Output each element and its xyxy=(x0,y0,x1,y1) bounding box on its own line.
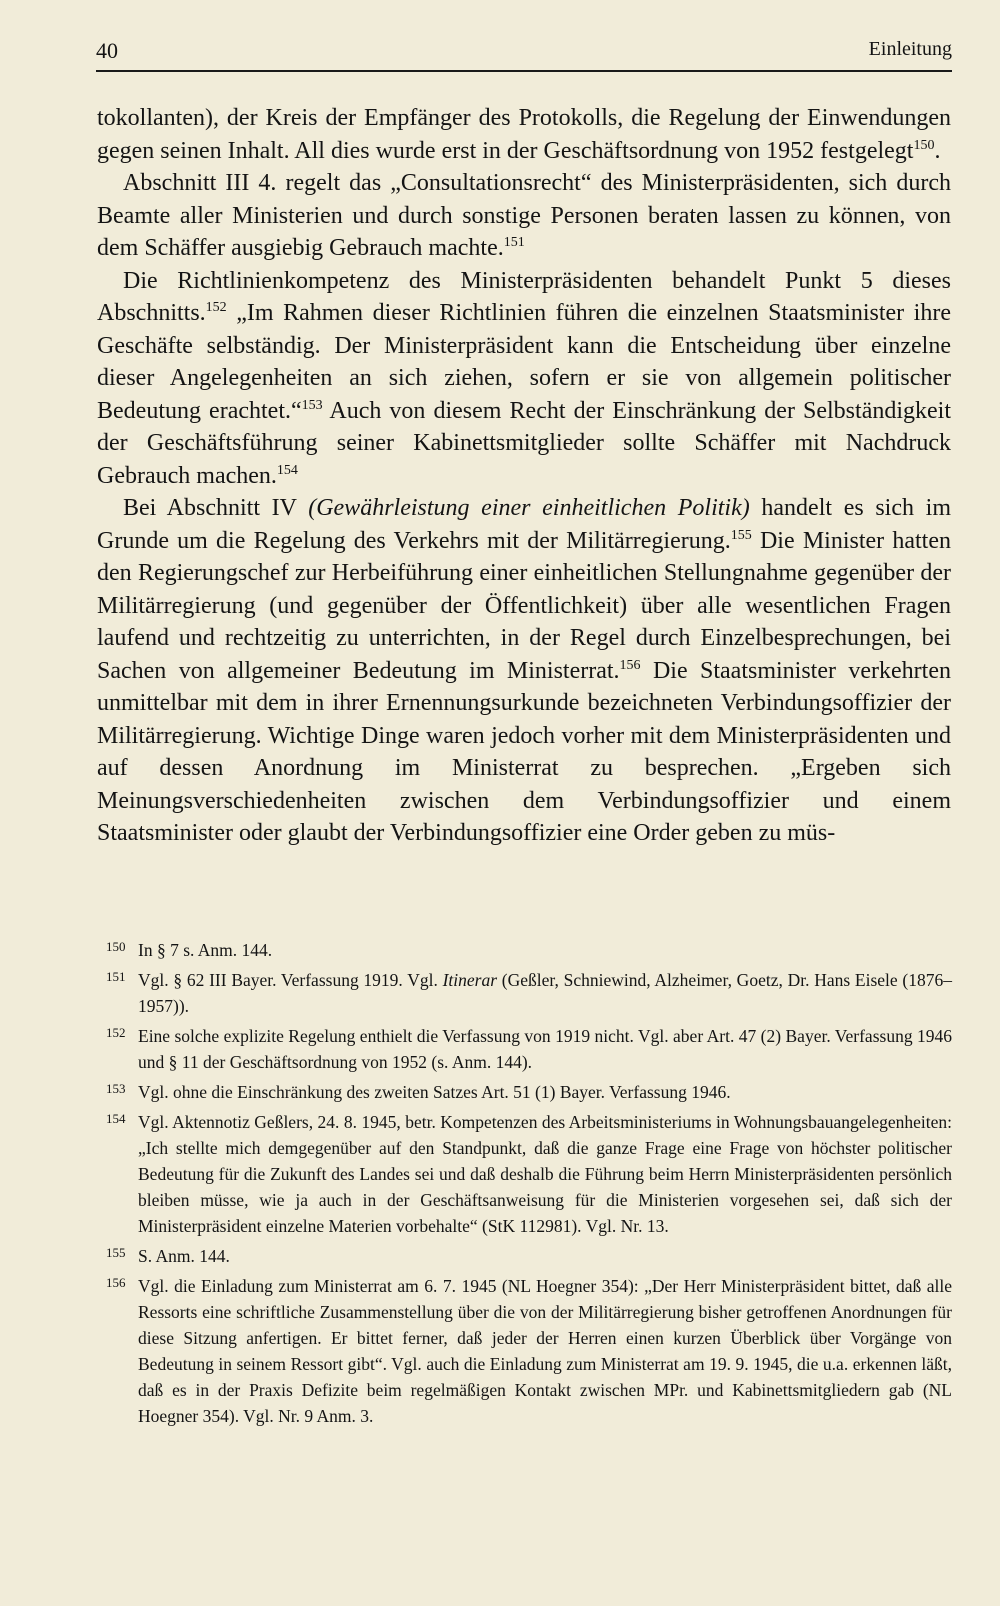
footnote-text: (Geßler, Schniewind, Alzheimer, Goetz, Dr. Hans Eisele (1876–1957)). xyxy=(138,970,952,1016)
paragraph-1 xyxy=(97,102,951,167)
footnote xyxy=(106,1023,952,1075)
footnote-ref: 151 xyxy=(503,235,525,250)
footnote xyxy=(106,1273,952,1429)
page-header xyxy=(96,36,952,72)
footnotes xyxy=(106,937,952,1433)
paragraph-text: tokollanten), der Kreis der Empfänger des Protokolls, die Regelung der Einwendungen gegen seinen Inhalt. All dies wurde erst in der Geschäftsordnung von 1952 festgelegt xyxy=(97,105,951,164)
paragraph-text: „Im Rahmen dieser Richtlinien führen die einzelnen Staatsminister ihre Geschäfte selbständig. Der Ministerpräsident kann die Entscheidung über einzelne dieser Angelegenheiten an sich ziehen, sofern er sie von allgemein politischer Bedeutung erachtet.“ xyxy=(97,300,951,424)
paragraph-text: handelt es sich im Grunde um die Regelung des Verkehrs mit der Militärregierung. xyxy=(97,495,951,554)
footnote-number: 153 xyxy=(106,1081,126,1096)
footnote xyxy=(106,1109,952,1239)
footnote xyxy=(106,1243,952,1269)
paragraph-text: Die Richtlinienkompetenz des Ministerpräsidenten behandelt Punkt 5 dieses Abschnitts. xyxy=(97,267,951,326)
footnote-ref: 152 xyxy=(205,300,227,315)
paragraph-text: Bei Abschnitt IV xyxy=(123,495,309,521)
footnote-number: 155 xyxy=(106,1245,126,1260)
footnote-ref: 154 xyxy=(276,462,298,478)
footnote-ref: 153 xyxy=(301,397,323,413)
paragraph-text: Die Minister hatten den Regierungschef zur Herbeiführung einer einheitlichen Stellungnahme gegenüber der Militärregierung (und gegenüber der Öffentlichkeit) über alle wesentlichen Fragen laufend und rechtzeitig zu unterrichten, in der Regel durch Einzelbesprechungen, bei Sachen von allgemeiner Bedeutung im Ministerrat. xyxy=(97,527,951,684)
main-text xyxy=(97,102,951,850)
paragraph-2 xyxy=(97,167,951,265)
footnote-text: Vgl. § 62 III Bayer. Verfassung 1919. Vgl. xyxy=(138,970,443,990)
paragraph-text: . xyxy=(934,137,941,164)
paragraph-text: Auch von diesem Recht der Einschränkung der Selbständigkeit der Geschäftsführung seiner Kabinettsmitglieder sollte Schäffer mit Nachdruck Gebrauch machen. xyxy=(97,397,951,489)
paragraph-text: Abschnitt III 4. regelt das „Consultationsrecht“ des Ministerpräsidenten, sich durch Beamte aller Ministerien und durch sonstige Personen beraten lassen zu können, von dem Schäffer ausgiebig Gebrauch machte. xyxy=(97,170,951,261)
footnote-text: Vgl. ohne die Einschränkung des zweiten Satzes Art. 51 (1) Bayer. Verfassung 1946. xyxy=(138,1082,731,1102)
paragraph-4 xyxy=(97,492,951,850)
footnote xyxy=(106,937,952,963)
page-number: 40 xyxy=(96,38,118,63)
footnote-number: 156 xyxy=(106,1275,126,1290)
footnote-text: Vgl. die Einladung zum Ministerrat am 6. 7. 1945 (NL Hoegner 354): „Der Herr Ministerpräsident bittet, daß alle Ressorts eine schriftliche Zusammenstellung über die von der Militärregierung bisher getroffenen Anordnungen für diese Sitzung anfertigen. Er bittet ferner, daß jeder der Herren einen kurzen Überblick über Vorgänge von Bedeutung in seinem Ressort gibt“. Vgl. auch die Einladung zum Ministerrat am 19. 9. 1945, die u.a. erkennen läßt, daß es in der Praxis Defizite beim regelmäßigen Kontakt zwischen MPr. und Kabinettsmitgliedern gab (NL Hoegner 354). Vgl. Nr. 9 Anm. 3. xyxy=(138,1276,952,1426)
running-head: Einleitung xyxy=(868,38,952,60)
italic-heading: (Gewährleistung einer einheitlichen Politik) xyxy=(308,495,750,521)
footnote-text: Eine solche explizite Regelung enthielt die Verfassung von 1919 nicht. Vgl. aber Art. 47 (2) Bayer. Verfassung 1946 und § 11 der Geschäftsordnung von 1952 (s. Anm. 144). xyxy=(138,1026,952,1072)
footnote-italic: Itinerar xyxy=(442,970,498,990)
footnote xyxy=(106,967,952,1019)
footnote-number: 150 xyxy=(106,939,126,954)
footnote-number: 151 xyxy=(106,969,126,984)
footnote-number: 152 xyxy=(106,1025,126,1040)
footnote-text: S. Anm. 144. xyxy=(138,1246,230,1266)
footnote-number: 154 xyxy=(106,1111,126,1126)
footnote-text: In § 7 s. Anm. 144. xyxy=(138,940,273,960)
footnote-ref: 150 xyxy=(913,137,935,153)
footnote-text: Vgl. Aktennotiz Geßlers, 24. 8. 1945, betr. Kompetenzen des Arbeitsministeriums in Wohnungsbauangelegenheiten: „Ich stellte mich demgegenüber auf den Standpunkt, daß die ganze Frage eine Frage von höchster politischer Bedeutung für die Zukunft des Landes sei und daß deshalb die Führung beim Herrn Ministerpräsidenten persönlich bleiben müsse, wie ja auch in der Geschäftsanweisung für die Ministerien vorgesehen sei, daß sich der Ministerpräsident einzelne Materien vorbehalte“ (StK 112981). Vgl. Nr. 13. xyxy=(138,1112,952,1236)
paragraph-text: Die Staatsminister verkehrten unmittelbar mit dem in ihrer Ernennungsurkunde bezeichneten Verbindungsoffizier der Militärregierung. Wichtige Dinge waren jedoch vorher mit dem Ministerpräsidenten und auf dessen Anordnung im Ministerrat zu besprechen. „Ergeben sich Meinungsverschiedenheiten zwischen dem Verbindungsoffizier und einem Staatsminister oder glaubt der Verbindungsoffizier eine Order geben zu müs- xyxy=(97,657,951,846)
footnote-ref: 156 xyxy=(619,657,641,673)
paragraph-3 xyxy=(97,265,951,493)
footnote xyxy=(106,1079,952,1105)
footnote-ref: 155 xyxy=(730,527,752,543)
